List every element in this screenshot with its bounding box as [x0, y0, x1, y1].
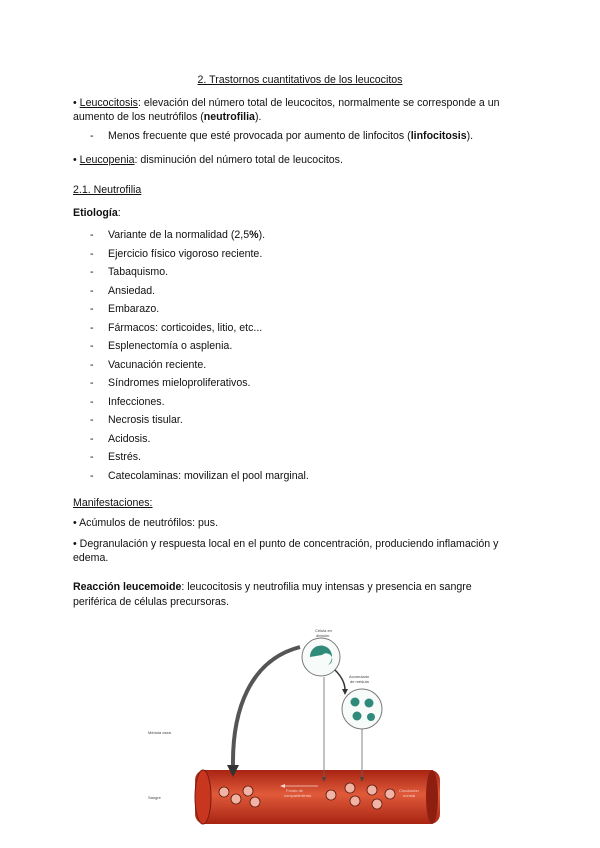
- dash: -: [90, 414, 94, 426]
- leucocitosis-line1: [73, 96, 500, 110]
- dash: -: [90, 377, 94, 389]
- linfocitosis-text-2: ).: [466, 130, 474, 142]
- leucocitosis-text: : elevación del número total de leucocitos, normalmente se corresponde a un: [137, 97, 500, 109]
- dash: -: [90, 266, 94, 278]
- vessel-opening: [195, 770, 211, 824]
- item-text-2: ).: [258, 229, 266, 241]
- section-title: 2.1. Neutrofilia: [73, 184, 142, 196]
- leucopenia-line: [73, 153, 343, 167]
- neutrophil: [326, 790, 336, 800]
- bullet: •: [73, 517, 77, 529]
- label-stem-1: Célula en: [315, 628, 332, 633]
- linfocitosis-line: [108, 129, 473, 143]
- label-vessel-left-1: Fondo de: [286, 788, 303, 793]
- etiologia-item-0: [108, 228, 265, 242]
- precursor-cell: [367, 713, 375, 721]
- dash: -: [90, 451, 94, 463]
- etiologia-heading: [73, 206, 121, 220]
- bullet: •: [73, 538, 77, 550]
- leucopenia-term: Leucopenia: [79, 154, 135, 166]
- label-precursor-2: de médula: [350, 679, 369, 684]
- mobilization-arrow: [233, 647, 300, 767]
- dash: -: [90, 229, 94, 241]
- neutrophil: [243, 786, 253, 796]
- etiologia-item-2: Tabaquismo.: [108, 266, 169, 278]
- dash: -: [90, 396, 94, 408]
- manifestaciones-heading: Manifestaciones:: [73, 497, 153, 509]
- leucocitosis-term: Leucocitosis: [79, 97, 138, 109]
- item-text: Acúmulos de neutrófilos: pus.: [79, 517, 219, 529]
- label-vessel-right-1: Circulación: [399, 788, 419, 793]
- etiologia-colon: :: [117, 207, 121, 219]
- neutrophil: [219, 787, 229, 797]
- etiologia-item-12: Estrés.: [108, 451, 141, 463]
- dash: -: [90, 359, 94, 371]
- linfocitosis-bold: linfocitosis: [410, 130, 467, 142]
- dash: -: [90, 248, 94, 260]
- neutrophil: [345, 783, 355, 793]
- precursor-cell: [351, 698, 360, 707]
- etiologia-item-8: Síndromes mieloproliferativos.: [108, 377, 251, 389]
- item-text: Variante de la normalidad (2,5: [108, 229, 250, 241]
- etiologia-item-10: Necrosis tisular.: [108, 414, 183, 426]
- precursor-cluster: [342, 689, 382, 729]
- label-vessel-left-2: compartimiento: [284, 793, 312, 798]
- dash: -: [90, 340, 94, 352]
- etiologia-item-11: Acidosis.: [108, 433, 151, 445]
- etiologia-item-4: Embarazo.: [108, 303, 160, 315]
- manifestaciones-item-2-cont: edema.: [73, 552, 109, 564]
- page-title: 2. Trastornos cuantitativos de los leucocitos: [197, 74, 403, 86]
- leucopenia-text: : disminución del número total de leucocitos.: [134, 154, 343, 166]
- etiologia-label: Etiología: [73, 207, 118, 219]
- dash: -: [90, 303, 94, 315]
- neutrofilia-bold: neutrofilia: [203, 111, 255, 123]
- leucocitosis-text-3: ).: [254, 111, 262, 123]
- bullet: •: [73, 154, 77, 166]
- etiologia-item-3: Ansiedad.: [108, 285, 156, 297]
- etiologia-item-13: Catecolaminas: movilizan el pool marginal.: [108, 470, 309, 482]
- linfocitosis-text: Menos frecuente que esté provocada por aumento de linfocitos (: [108, 130, 411, 142]
- vessel-end: [426, 770, 438, 824]
- label-marrow: Médula ósea: [148, 730, 171, 735]
- dash: -: [90, 322, 94, 334]
- dash: -: [90, 433, 94, 445]
- etiologia-item-9: Infecciones.: [108, 396, 165, 408]
- neutrophil-pools-figure: [140, 615, 450, 843]
- precursor-cell: [353, 712, 362, 721]
- manifestaciones-item-2: [73, 537, 498, 551]
- item-bold: %: [249, 229, 259, 241]
- reaccion-bold: Reacción leucemoide: [73, 581, 182, 593]
- bullet: •: [73, 97, 77, 109]
- reaccion-line1: [73, 580, 472, 594]
- precursor-cell: [365, 699, 374, 708]
- etiologia-item-5: Fármacos: corticoides, litio, etc...: [108, 322, 263, 334]
- label-stem-2: división: [316, 633, 330, 638]
- division-arrow: [335, 670, 345, 690]
- label-vessel-right-2: normal: [403, 793, 416, 798]
- stem-cell: [302, 638, 340, 676]
- dash: -: [90, 285, 94, 297]
- etiologia-item-7: Vacunación reciente.: [108, 359, 207, 371]
- manifestaciones-item-1: [73, 516, 218, 530]
- label-precursor-1: Acumulado: [349, 674, 370, 679]
- item-text: Degranulación y respuesta local en el punto de concentración, produciendo inflamación y: [79, 538, 499, 550]
- neutrophil: [231, 794, 241, 804]
- etiologia-item-1: Ejercicio físico vigoroso reciente.: [108, 248, 263, 260]
- neutrophil: [350, 796, 360, 806]
- leucocitosis-text-2: aumento de los neutrófilos (: [73, 111, 204, 123]
- dash: -: [90, 130, 94, 142]
- leucocitosis-line2: [73, 110, 261, 124]
- neutrophil: [385, 789, 395, 799]
- neutrophil: [367, 785, 377, 795]
- reaccion-line2: periférica de células precursoras.: [73, 596, 230, 608]
- label-blood: Sangre: [148, 795, 161, 800]
- neutrophil: [372, 799, 382, 809]
- arrow-head: [342, 689, 348, 695]
- dash: -: [90, 470, 94, 482]
- neutrophil: [250, 797, 260, 807]
- etiologia-item-6: Esplenectomía o asplenia.: [108, 340, 233, 352]
- reaccion-text: : leucocitosis y neutrofilia muy intensas y presencia en sangre: [181, 581, 472, 593]
